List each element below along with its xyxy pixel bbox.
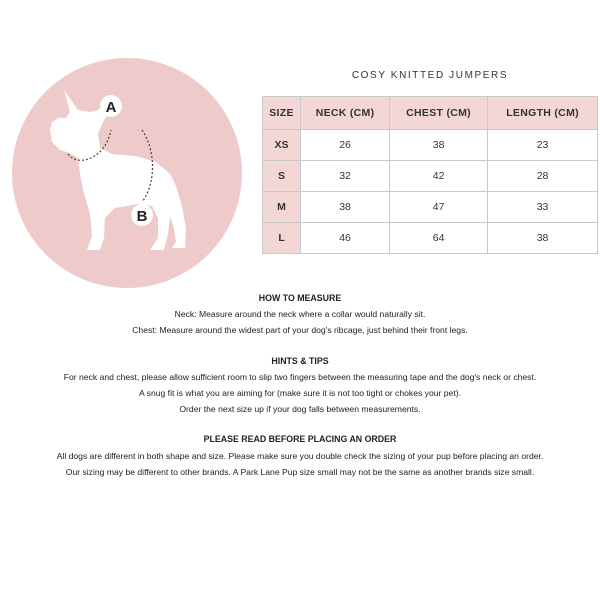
size-chart-title: COSY KNITTED JUMPERS	[351, 70, 509, 81]
chest-cell: 42	[390, 161, 488, 192]
chest-cell: 47	[390, 192, 488, 223]
table-row	[263, 130, 598, 161]
sizing-information	[0, 290, 600, 480]
size-cell: M	[263, 192, 301, 223]
dog-measurement-illustration	[12, 58, 242, 288]
marker-b-label: B	[136, 208, 148, 225]
chest-instruction: Chest: Measure around the widest part of your dog's ribcage, just behind their front legs.	[132, 325, 468, 336]
chest-cell: 38	[390, 130, 488, 161]
hint-line: For neck and chest, please allow sufficient room to slip two fingers between the measuring tape and the dog's neck or chest.	[63, 371, 537, 382]
neck-cell: 38	[301, 192, 390, 223]
hints-heading: HINTS & TIPS	[271, 355, 329, 366]
neck-cell: 32	[301, 161, 390, 192]
column-header: LENGTH (CM)	[488, 97, 598, 130]
column-header: NECK (CM)	[301, 97, 390, 130]
size-cell: S	[263, 161, 301, 192]
hint-line: A snug fit is what you are aiming for (make sure it is not too tight or chokes your pet).	[139, 388, 461, 399]
table-header-row	[263, 97, 598, 130]
length-cell: 33	[488, 192, 598, 223]
length-cell: 23	[488, 130, 598, 161]
length-cell: 38	[488, 223, 598, 254]
size-cell: XS	[263, 130, 301, 161]
column-header: SIZE	[263, 97, 301, 130]
neck-cell: 46	[301, 223, 390, 254]
order-notice-heading: PLEASE READ BEFORE PLACING AN ORDER	[203, 434, 397, 445]
table-row	[263, 161, 598, 192]
neck-cell: 26	[301, 130, 390, 161]
column-header: CHEST (CM)	[390, 97, 488, 130]
order-notice-line: All dogs are different in both shape and size. Please make sure you double check the sizing of your pup before placing an order.	[56, 450, 544, 461]
hint-line: Order the next size up if your dog falls between measurements.	[179, 404, 421, 415]
order-notice-line: Our sizing may be different to other brands. A Park Lane Pup size small may not be the same as another brands size small.	[65, 466, 535, 477]
size-cell: L	[263, 223, 301, 254]
table-row	[263, 192, 598, 223]
marker-a-label: A	[105, 99, 117, 116]
chest-cell: 64	[390, 223, 488, 254]
size-chart-table	[262, 96, 598, 254]
table-row	[263, 223, 598, 254]
how-to-measure-heading: HOW TO MEASURE	[258, 293, 342, 303]
neck-instruction: Neck: Measure around the neck where a collar would naturally sit.	[174, 309, 426, 320]
length-cell: 28	[488, 161, 598, 192]
